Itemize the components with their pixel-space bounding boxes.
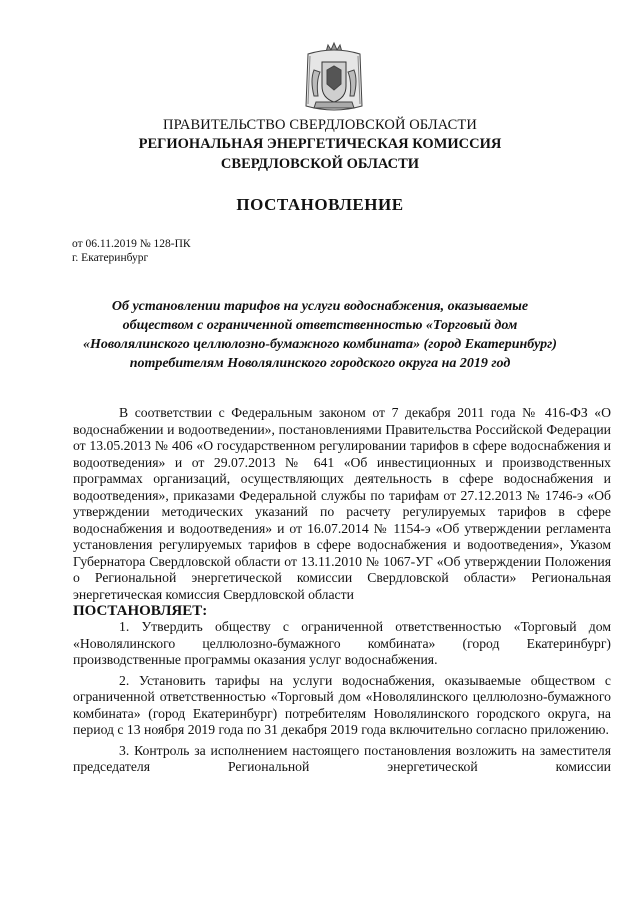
document-subject: [72, 297, 568, 373]
coat-of-arms-icon: [300, 40, 368, 116]
subject-line: Об установлении тарифов на услуги водоснабжения, оказываемые: [111, 299, 529, 314]
document-city: г. Екатеринбург: [72, 252, 149, 264]
org-name-line3: СВЕРДЛОВСКОЙ ОБЛАСТИ: [220, 156, 420, 172]
document-date-number: от 06.11.2019 № 128-ПК: [72, 238, 191, 250]
subject-line: «Новолялинского целлюлозно-бумажного комбината» (город Екатеринбург): [83, 337, 557, 352]
subject-line: потребителям Новолялинского городского округа на 2019 год: [129, 356, 511, 371]
document-body: [73, 405, 611, 776]
org-name-line2: РЕГИОНАЛЬНАЯ ЭНЕРГЕТИЧЕСКАЯ КОМИССИЯ: [138, 136, 502, 152]
resolution-item-3: 3. Контроль за исполнением настоящего постановления возложить на заместителя председателя Региональной энергетической комиссии: [73, 742, 611, 774]
resolution-item-1: 1. Утвердить обществу с ограниченной ответственностью «Торговый дом «Новолялинского целлюлозно-бумажного комбината» (город Екатеринбург) производственные программы оказания услуг водоснабжения.: [73, 619, 611, 667]
resolution-item-2: 2. Установить тарифы на услуги водоснабжения, оказываемые обществом с ограниченной ответственностью «Торговый дом «Новолялинского целлюлозно-бумажного комбината» (город Екатеринбург) потребителям Новолялинского городского округа, на период с 13 ноября 2019 года по 31 декабря 2019 года включительно согласно приложению.: [73, 672, 611, 737]
org-name-line1: ПРАВИТЕЛЬСТВО СВЕРДЛОВСКОЙ ОБЛАСТИ: [163, 117, 477, 133]
resolve-heading: ПОСТАНОВЛЯЕТ:: [73, 603, 208, 619]
preamble-paragraph: В соответствии с Федеральным законом от 7 декабря 2011 года № 416-ФЗ «О водоснабжении и водоотведении», постановлениями Правительства Российской Федерации от 13.05.2013 № 406 «О государственном регулировании тарифов в сфере водоснабжения и водоотведения» и от 29.07.2013 № 641 «Об инвестиционных и производственных программах организаций, осуществляющих деятельность в сфере водоснабжения и водоотведения», приказами Федеральной службы по тарифам от 27.12.2013 № 1746-э «Об утверждении методических указаний по расчету регулируемых тарифов в сфере водоснабжения и водоотведения» и от 16.07.2014 № 1154-э «Об утверждении регламента установления регулируемых тарифов в сфере водоснабжения и водоотведения», Указом Губернатора Свердловской области от 13.11.2010 № 1067-УГ «Об утверждении Положения о Региональной энергетической комиссии Свердловской области» Региональная энергетическая комиссия Свердловской области: [73, 405, 611, 602]
subject-line: обществом с ограниченной ответственностью «Торговый дом: [122, 318, 518, 333]
document-type: ПОСТАНОВЛЕНИЕ: [236, 195, 404, 214]
